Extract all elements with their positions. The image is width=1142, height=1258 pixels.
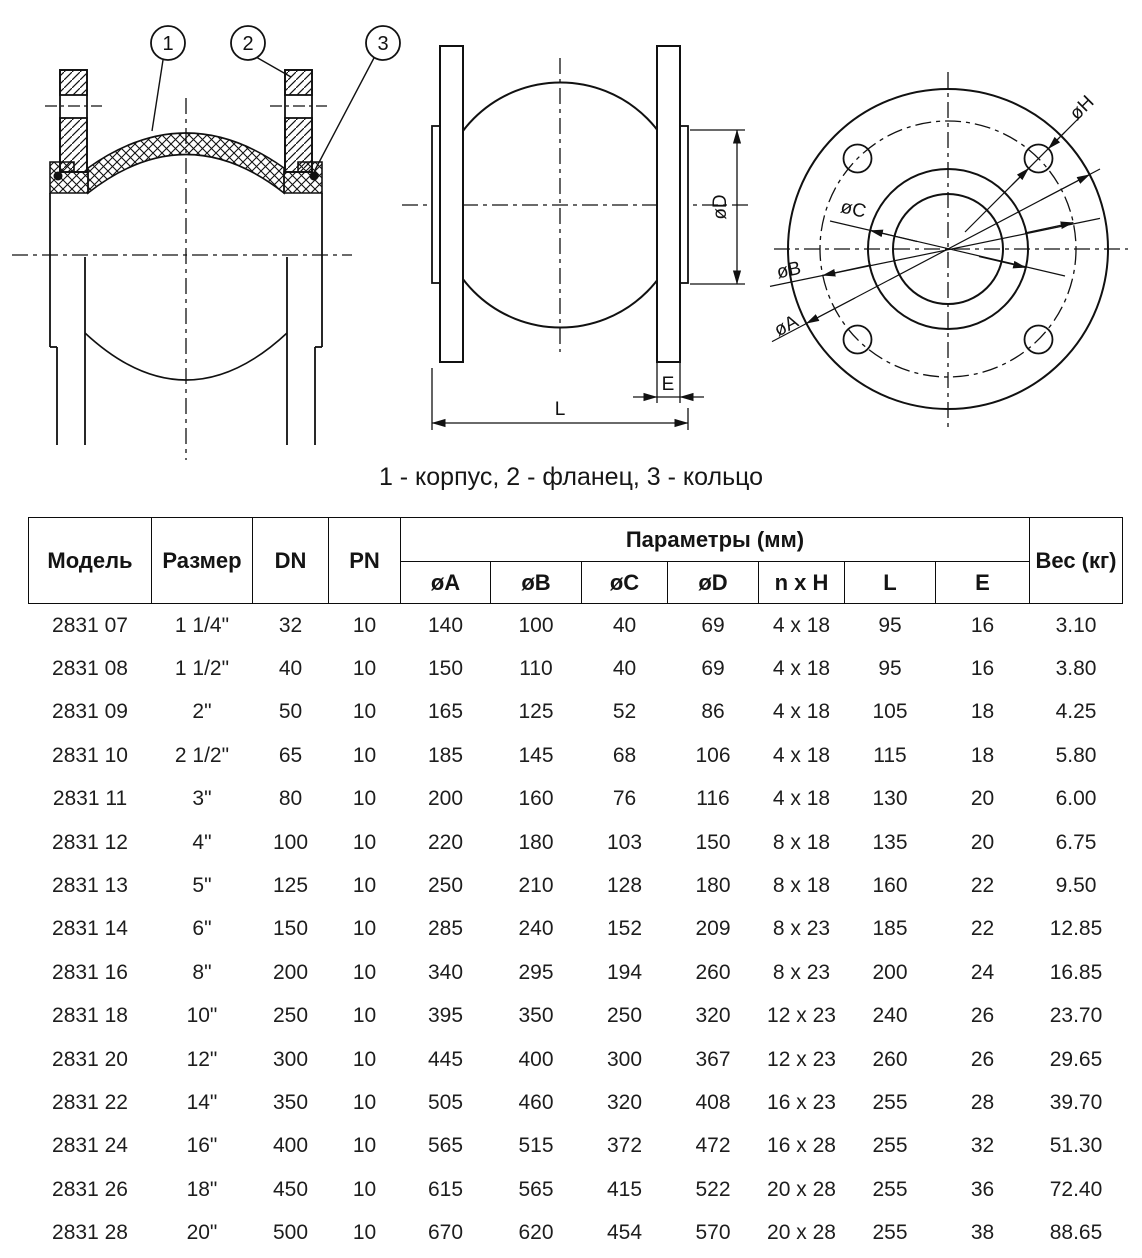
table-cell: 395 (427, 1004, 464, 1028)
col-header-ob: øB (491, 562, 582, 604)
table-cell: 12" (186, 1047, 218, 1071)
table-cell: 110 (519, 657, 553, 681)
table-cell: 620 (518, 1221, 554, 1245)
col-header-oa: øA (401, 562, 491, 604)
table-cell: 1 1/2" (174, 657, 230, 681)
table-cell: 29.65 (1049, 1047, 1103, 1071)
table-cell: 10 (352, 700, 377, 724)
table-cell: 350 (272, 1090, 309, 1114)
table-cell: 23.70 (1049, 1004, 1103, 1028)
table-cell: 350 (518, 1004, 554, 1028)
table-cell: 209 (695, 917, 731, 941)
table-row (29, 821, 1123, 864)
table-cell: 86 (701, 700, 725, 724)
table-cell: 10 (352, 1134, 377, 1158)
table-cell: 12 x 23 (767, 1047, 836, 1071)
table-cell: 400 (272, 1134, 309, 1158)
table-cell: 6.00 (1055, 787, 1097, 811)
table-cell: 106 (695, 743, 731, 767)
table-cell: 160 (872, 874, 908, 898)
table-cell: 255 (872, 1221, 908, 1245)
col-header-e: E (936, 562, 1030, 604)
spec-table (28, 517, 1123, 1255)
table-cell: 6.75 (1055, 830, 1097, 854)
callout-1 (151, 26, 185, 131)
table-cell: 26 (970, 1004, 995, 1028)
table-cell: 4 x 18 (772, 743, 831, 767)
o-ring-right (310, 172, 319, 181)
table-row (29, 995, 1123, 1038)
table-cell: 2831 09 (52, 700, 128, 724)
table-cell: 2831 26 (52, 1177, 128, 1201)
table-cell: 4" (192, 830, 212, 854)
table-cell: 22 (970, 917, 995, 941)
col-header-oc: øC (582, 562, 668, 604)
table-cell: 40 (278, 657, 303, 681)
table-cell: 26 (970, 1047, 995, 1071)
table-cell: 39.70 (1049, 1090, 1103, 1114)
table-row (29, 734, 1123, 777)
table-cell: 135 (872, 830, 908, 854)
table-cell: 10 (352, 1221, 377, 1245)
table-cell: 24 (970, 960, 995, 984)
table-cell: 10 (352, 1004, 377, 1028)
table-cell: 100 (272, 830, 309, 854)
table-cell: 10 (352, 830, 377, 854)
table-cell: 250 (272, 1004, 309, 1028)
table-cell: 615 (427, 1177, 464, 1201)
table-cell: 150 (695, 830, 731, 854)
table-cell: 2831 28 (52, 1221, 128, 1245)
side-view (402, 46, 752, 430)
table-cell: 140 (427, 613, 464, 637)
callout-2 (231, 26, 291, 77)
figure-caption: 1 - корпус, 2 - фланец, 3 - кольцо (378, 463, 764, 491)
col-header-model: Модель (29, 518, 152, 604)
table-cell: 300 (272, 1047, 309, 1071)
table-cell: 38 (970, 1221, 995, 1245)
table-cell: 16.85 (1049, 960, 1103, 984)
table-cell: 28 (970, 1090, 995, 1114)
table-cell: 295 (518, 960, 554, 984)
table-cell: 36 (970, 1177, 995, 1201)
table-cell: 65 (278, 743, 303, 767)
table-cell: 445 (427, 1047, 464, 1071)
table-cell: 10" (186, 1004, 218, 1028)
table-cell: 3.80 (1055, 657, 1097, 681)
table-cell: 12 x 23 (767, 1004, 836, 1028)
table-cell: 22 (970, 874, 995, 898)
table-cell: 460 (518, 1090, 554, 1114)
table-cell: 72.40 (1049, 1177, 1103, 1201)
table-cell: 6" (192, 917, 212, 941)
table-cell: 415 (606, 1177, 643, 1201)
table-cell: 5" (192, 874, 212, 898)
table-cell: 10 (352, 1047, 377, 1071)
col-header-nxh: n x H (759, 562, 845, 604)
table-row (29, 908, 1123, 951)
table-cell: 20 (970, 830, 995, 854)
table-cell: 2 1/2" (174, 743, 230, 767)
table-cell: 250 (606, 1004, 643, 1028)
table-cell: 116 (696, 787, 730, 811)
dim-E (633, 362, 704, 403)
table-cell: 5.80 (1055, 743, 1097, 767)
table-cell: 51.30 (1049, 1134, 1103, 1158)
table-cell: 200 (272, 960, 309, 984)
table-cell: 14" (186, 1090, 218, 1114)
table-cell: 2831 11 (52, 787, 128, 811)
table-cell: 10 (352, 1177, 377, 1201)
table-cell: 255 (872, 1134, 908, 1158)
table-cell: 100 (518, 613, 554, 637)
table-cell: 372 (606, 1134, 643, 1158)
table-cell: 565 (427, 1134, 464, 1158)
table-row (29, 1211, 1123, 1254)
table-cell: 2831 14 (52, 917, 128, 941)
table-cell: 103 (606, 830, 643, 854)
technical-drawings (0, 0, 1142, 470)
table-cell: 3.10 (1055, 613, 1097, 637)
table-cell: 185 (427, 743, 464, 767)
o-ring-left (54, 172, 63, 181)
table-cell: 52 (612, 700, 637, 724)
table-cell: 570 (695, 1221, 731, 1245)
table-cell: 76 (612, 787, 637, 811)
table-cell: 95 (878, 613, 902, 637)
table-cell: 565 (518, 1177, 554, 1201)
table-cell: 8 x 23 (772, 917, 831, 941)
table-row (29, 864, 1123, 907)
table-cell: 4 x 18 (772, 657, 831, 681)
table-cell: 367 (695, 1047, 731, 1071)
table-cell: 3" (192, 787, 212, 811)
callout-2-label: 2 (242, 32, 254, 55)
table-row (29, 1081, 1123, 1124)
table-cell: 2" (192, 700, 212, 724)
table-cell: 20" (186, 1221, 218, 1245)
table-cell: 16 x 28 (767, 1134, 836, 1158)
table-cell: 2831 22 (52, 1090, 128, 1114)
table-cell: 125 (272, 874, 309, 898)
table-cell: 200 (872, 960, 908, 984)
table-cell: 4 x 18 (772, 700, 831, 724)
table-cell: 8 x 23 (772, 960, 831, 984)
table-cell: 8" (192, 960, 212, 984)
table-cell: 18 (970, 700, 995, 724)
table-cell: 32 (970, 1134, 995, 1158)
table-cell: 285 (427, 917, 464, 941)
table-cell: 522 (695, 1177, 731, 1201)
table-row (29, 604, 1123, 648)
table-cell: 500 (272, 1221, 309, 1245)
dim-oD-label: øD (710, 194, 731, 220)
table-cell: 20 (970, 787, 995, 811)
table-cell: 670 (427, 1221, 464, 1245)
table-cell: 115 (873, 743, 907, 767)
table-cell: 18 (970, 743, 995, 767)
table-cell: 18" (186, 1177, 218, 1201)
table-cell: 185 (872, 917, 908, 941)
table-cell: 220 (427, 830, 464, 854)
table-cell: 9.50 (1055, 874, 1097, 898)
table-cell: 128 (606, 874, 643, 898)
col-header-params: Параметры (мм) (401, 518, 1030, 562)
callout-3 (315, 26, 400, 170)
table-cell: 2831 18 (52, 1004, 128, 1028)
table-cell: 408 (695, 1090, 731, 1114)
table-row (29, 951, 1123, 994)
table-cell: 16 (970, 657, 995, 681)
table-cell: 194 (606, 960, 643, 984)
table-cell: 2831 20 (52, 1047, 128, 1071)
table-cell: 150 (272, 917, 309, 941)
table-cell: 300 (606, 1047, 643, 1071)
table-cell: 165 (427, 700, 464, 724)
dim-oB-label: øB (774, 257, 803, 284)
table-cell: 400 (518, 1047, 554, 1071)
table-cell: 260 (695, 960, 731, 984)
dim-oD (690, 130, 745, 284)
table-cell: 10 (352, 874, 377, 898)
col-header-l: L (845, 562, 936, 604)
table-cell: 515 (518, 1134, 554, 1158)
table-cell: 2831 10 (52, 743, 128, 767)
table-cell: 32 (278, 613, 303, 637)
table-cell: 16" (186, 1134, 218, 1158)
table-cell: 69 (701, 613, 725, 637)
table-cell: 10 (352, 743, 377, 767)
table-row (29, 1125, 1123, 1168)
table-cell: 8 x 18 (772, 830, 831, 854)
table-cell: 10 (352, 960, 377, 984)
table-cell: 2831 13 (52, 874, 128, 898)
col-header-weight: Вес (кг) (1030, 518, 1123, 604)
col-header-od: øD (668, 562, 759, 604)
table-cell: 2831 08 (52, 657, 128, 681)
table-cell: 160 (518, 787, 554, 811)
dim-E-label: E (661, 374, 675, 395)
table-cell: 210 (518, 874, 554, 898)
table-cell: 40 (612, 657, 637, 681)
table-cell: 10 (352, 1090, 377, 1114)
table-cell: 2831 24 (52, 1134, 128, 1158)
col-header-size: Размер (152, 518, 253, 604)
table-cell: 8 x 18 (772, 874, 831, 898)
table-cell: 10 (352, 917, 377, 941)
table-cell: 255 (872, 1090, 908, 1114)
table-cell: 20 x 28 (767, 1177, 836, 1201)
table-cell: 1 1/4" (174, 613, 230, 637)
table-cell: 180 (695, 874, 731, 898)
dim-oA-label: øA (770, 311, 803, 342)
table-cell: 4 x 18 (772, 787, 831, 811)
table-cell: 125 (518, 700, 554, 724)
table-row (29, 1038, 1123, 1081)
table-cell: 340 (427, 960, 464, 984)
table-cell: 10 (352, 657, 377, 681)
table-cell: 320 (606, 1090, 643, 1114)
table-cell: 16 x 23 (767, 1090, 836, 1114)
col-header-pn: PN (329, 518, 401, 604)
table-cell: 80 (278, 787, 303, 811)
table-cell: 130 (872, 787, 908, 811)
table-row (29, 691, 1123, 734)
table-cell: 320 (695, 1004, 731, 1028)
table-cell: 12.85 (1049, 917, 1103, 941)
table-cell: 180 (518, 830, 554, 854)
dim-L (432, 368, 688, 430)
table-cell: 4 x 18 (772, 613, 831, 637)
section-view (12, 26, 400, 460)
table-cell: 260 (872, 1047, 908, 1071)
table-cell: 68 (612, 743, 637, 767)
table-cell: 150 (427, 657, 464, 681)
table-row (29, 778, 1123, 821)
table-cell: 250 (427, 874, 464, 898)
table-row (29, 1168, 1123, 1211)
dim-oH-label: øH (1065, 91, 1099, 125)
table-cell: 105 (872, 700, 908, 724)
table-cell: 240 (518, 917, 554, 941)
table-cell: 40 (612, 613, 637, 637)
dim-oC-label: øC (838, 196, 868, 223)
table-cell: 10 (352, 613, 377, 637)
table-cell: 454 (606, 1221, 643, 1245)
table-cell: 255 (872, 1177, 908, 1201)
table-cell: 240 (872, 1004, 908, 1028)
table-cell: 450 (272, 1177, 309, 1201)
table-cell: 50 (278, 700, 303, 724)
callout-1-label: 1 (162, 32, 174, 55)
table-cell: 2831 16 (52, 960, 128, 984)
table-cell: 472 (695, 1134, 731, 1158)
table-cell: 145 (518, 743, 554, 767)
table-cell: 10 (352, 787, 377, 811)
table-cell: 69 (701, 657, 725, 681)
table-cell: 16 (970, 613, 995, 637)
flange-view (770, 72, 1128, 428)
spec-table-header (29, 518, 1123, 604)
table-cell: 88.65 (1049, 1221, 1103, 1245)
table-cell: 4.25 (1055, 700, 1097, 724)
table-cell: 200 (427, 787, 464, 811)
table-cell: 20 x 28 (767, 1221, 836, 1245)
table-cell: 2831 12 (52, 830, 128, 854)
spec-table-body (29, 604, 1123, 1255)
callout-3-label: 3 (377, 32, 389, 55)
table-cell: 505 (427, 1090, 464, 1114)
table-row (29, 647, 1123, 690)
table-cell: 95 (878, 657, 902, 681)
table-cell: 152 (606, 917, 643, 941)
dim-L-label: L (554, 399, 566, 420)
col-header-dn: DN (253, 518, 329, 604)
table-cell: 2831 07 (52, 613, 128, 637)
